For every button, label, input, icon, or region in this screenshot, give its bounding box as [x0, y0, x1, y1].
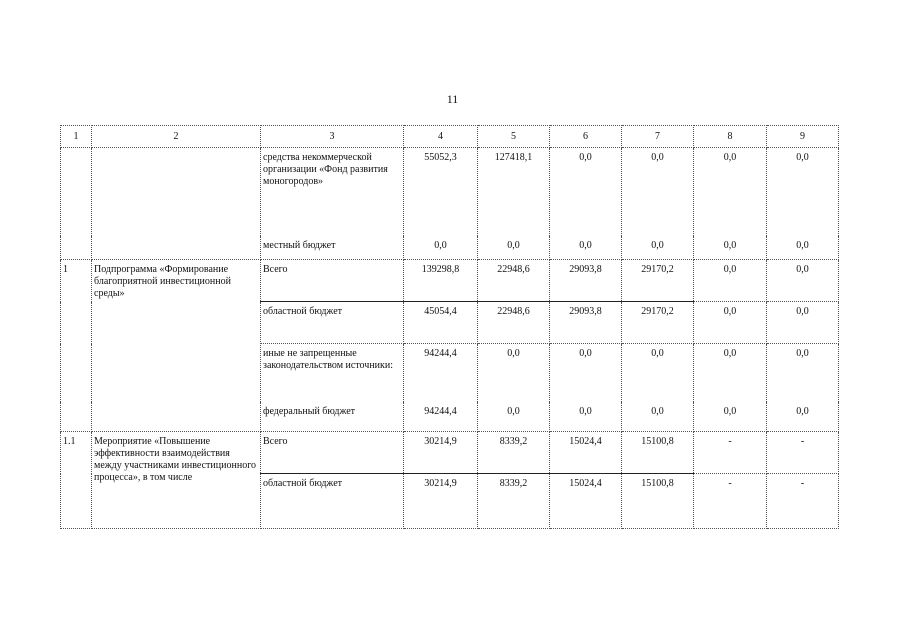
table-row: [61, 432, 839, 474]
value-cell: 15100,8: [622, 432, 694, 474]
value-cell: -: [767, 432, 839, 474]
source-cell: Всего: [261, 260, 404, 302]
source-cell: средства некоммерческой организации «Фонд развития моногородов»: [261, 148, 404, 236]
header-cell: 7: [622, 126, 694, 148]
header-cell: 6: [550, 126, 622, 148]
value-cell: 8339,2: [478, 432, 550, 474]
header-cell: 2: [92, 126, 261, 148]
value-cell: 55052,3: [404, 148, 478, 236]
source-cell: иные не запрещенные законодательством источники:: [261, 344, 404, 402]
header-row: [61, 126, 839, 148]
header-cell: 3: [261, 126, 404, 148]
page-number: 11: [446, 92, 459, 106]
source-cell: местный бюджет: [261, 236, 404, 260]
value-cell: 0,0: [694, 260, 767, 302]
value-cell: 0,0: [694, 402, 767, 432]
value-cell: 45054,4: [404, 302, 478, 344]
header-cell: 9: [767, 126, 839, 148]
row-title-cell: [92, 148, 261, 260]
value-cell: 94244,4: [404, 402, 478, 432]
value-cell: 0,0: [622, 402, 694, 432]
value-cell: 0,0: [767, 260, 839, 302]
value-cell: 0,0: [622, 236, 694, 260]
value-cell: 0,0: [404, 236, 478, 260]
value-cell: 15024,4: [550, 474, 622, 529]
header-cell: 8: [694, 126, 767, 148]
row-number-cell: 1: [61, 260, 92, 432]
value-cell: 29170,2: [622, 260, 694, 302]
value-cell: 0,0: [478, 402, 550, 432]
value-cell: 0,0: [550, 236, 622, 260]
source-cell: федеральный бюджет: [261, 402, 404, 432]
value-cell: 0,0: [622, 148, 694, 236]
value-cell: 0,0: [767, 302, 839, 344]
value-cell: 0,0: [694, 148, 767, 236]
value-cell: -: [767, 474, 839, 529]
value-cell: 0,0: [767, 236, 839, 260]
value-cell: 29093,8: [550, 260, 622, 302]
value-cell: 127418,1: [478, 148, 550, 236]
value-cell: 15024,4: [550, 432, 622, 474]
value-cell: 0,0: [478, 236, 550, 260]
source-cell: областной бюджет: [261, 474, 404, 529]
row-number-cell: [61, 148, 92, 260]
value-cell: 29170,2: [622, 302, 694, 344]
value-cell: 0,0: [478, 344, 550, 402]
value-cell: 0,0: [550, 402, 622, 432]
source-cell: областной бюджет: [261, 302, 404, 344]
value-cell: 0,0: [767, 402, 839, 432]
value-cell: 94244,4: [404, 344, 478, 402]
value-cell: 15100,8: [622, 474, 694, 529]
value-cell: 0,0: [767, 148, 839, 236]
value-cell: -: [694, 474, 767, 529]
table-row: [61, 148, 839, 236]
row-title-cell: Мероприятие «Повышение эффективности взаимодействия между участниками инвестиционного процесса», в том числе: [92, 432, 261, 529]
row-title-cell: Подпрограмма «Формирование благоприятной инвестиционной среды»: [92, 260, 261, 432]
value-cell: 30214,9: [404, 432, 478, 474]
header-cell: 1: [61, 126, 92, 148]
header-cell: 4: [404, 126, 478, 148]
value-cell: 0,0: [694, 344, 767, 402]
row-number-cell: 1.1: [61, 432, 92, 529]
value-cell: 139298,8: [404, 260, 478, 302]
funding-table: [60, 125, 839, 529]
value-cell: -: [694, 432, 767, 474]
value-cell: 0,0: [550, 148, 622, 236]
value-cell: 0,0: [767, 344, 839, 402]
value-cell: 0,0: [694, 236, 767, 260]
value-cell: 22948,6: [478, 302, 550, 344]
value-cell: 22948,6: [478, 260, 550, 302]
value-cell: 0,0: [694, 302, 767, 344]
value-cell: 29093,8: [550, 302, 622, 344]
value-cell: 0,0: [550, 344, 622, 402]
value-cell: 30214,9: [404, 474, 478, 529]
value-cell: 0,0: [622, 344, 694, 402]
header-cell: 5: [478, 126, 550, 148]
value-cell: 8339,2: [478, 474, 550, 529]
table-row: [61, 260, 839, 302]
source-cell: Всего: [261, 432, 404, 474]
